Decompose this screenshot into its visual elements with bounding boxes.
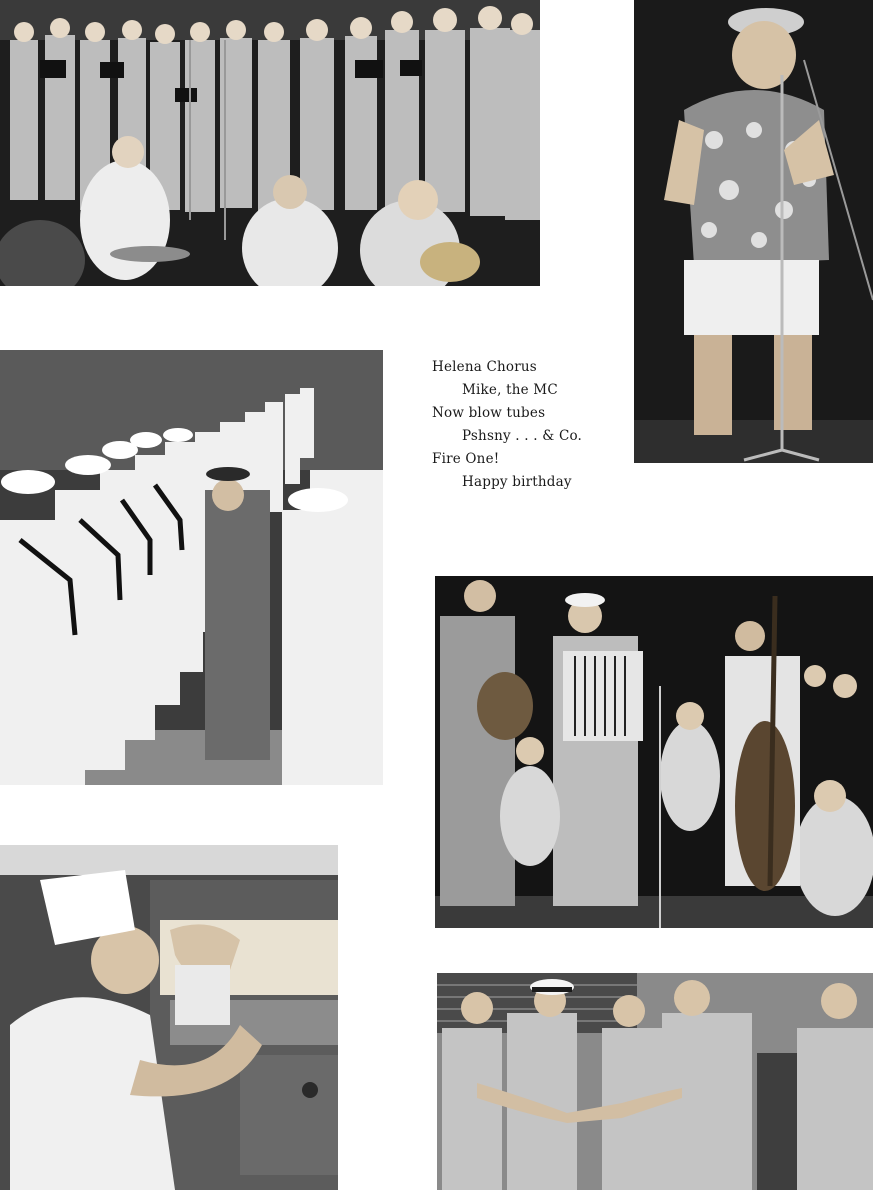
caption-happy-birthday: Happy birthday [462,474,572,490]
sailor-lineup-photo [0,350,383,785]
handshake-photo-image [437,973,873,1190]
caption-helena-chorus: Helena Chorus [432,359,537,375]
caption-fire-one: Fire One! [432,451,500,467]
caption-now-blow-tubes: Now blow tubes [432,405,546,421]
sailor-lineup-photo-image [0,350,383,785]
mc-photo [634,0,873,463]
photo-captions [432,356,622,494]
chorus-photo [0,0,540,286]
caption-pshsny-co: Pshsny . . . & Co. [462,428,583,444]
caption-mike-the-mc: Mike, the MC [462,382,558,398]
mc-photo-image [634,0,873,463]
oven-photo [0,845,338,1190]
handshake-photo [437,973,873,1190]
band-photo [435,576,873,928]
oven-photo-image [0,845,338,1190]
chorus-photo-image [0,0,540,286]
band-photo-image [435,576,873,928]
